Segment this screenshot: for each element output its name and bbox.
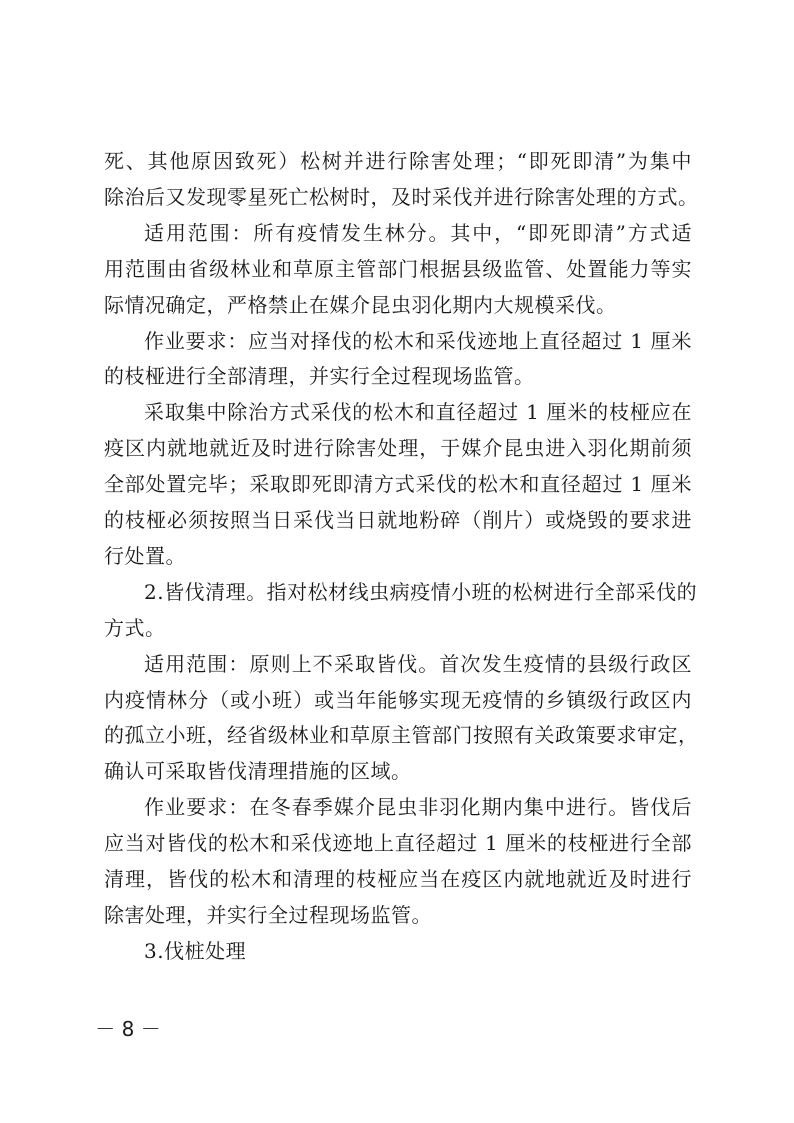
text-line: 际情况确定，严格禁止在媒介昆虫羽化期内大规模采伐。 <box>104 293 617 317</box>
text-line: 适用范围：所有疫情发生林分。其中，“即死即清”方式适 <box>144 221 692 245</box>
section-heading: 3.伐桩处理 <box>144 939 247 963</box>
text-line: 2.皆伐清理。指对松材线虫病疫情小班的松树进行全部采伐的 <box>144 580 698 604</box>
text-line: 用范围由省级林业和草原主管部门根据县级监管、处置能力等实 <box>104 257 692 281</box>
text-line: 作业要求：在冬春季媒介昆虫非羽化期内集中进行。皆伐后 <box>144 795 692 819</box>
text-line: 确认可采取皆伐清理措施的区域。 <box>104 759 412 783</box>
text-line: 内疫情林分（或小班）或当年能够实现无疫情的乡镇级行政区内 <box>104 688 692 712</box>
text-line: 死、其他原因致死）松树并进行除害处理；“即死即清”为集中 <box>104 149 692 173</box>
text-line: 采取集中除治方式采伐的松木和直径超过 1 厘米的枝桠应在 <box>144 400 692 424</box>
text-line: 行处置。 <box>104 544 186 568</box>
text-line: 除害处理，并实行全过程现场监管。 <box>104 903 432 927</box>
text-line: 应当对皆伐的松木和采伐迹地上直径超过 1 厘米的枝桠进行全部 <box>104 831 692 855</box>
text-line: 疫区内就地就近及时进行除害处理，于媒介昆虫进入羽化期前须 <box>104 436 692 460</box>
text-line: 方式。 <box>104 616 166 640</box>
text-line: 的枝桠必须按照当日采伐当日就地粉碎（削片）或烧毁的要求进 <box>104 508 692 532</box>
page-number: － 8 － <box>95 1017 161 1041</box>
text-line: 除治后又发现零星死亡松树时，及时采伐并进行除害处理的方式。 <box>104 185 699 209</box>
text-line: 全部处置完毕；采取即死即清方式采伐的松木和直径超过 1 厘米 <box>104 472 692 496</box>
text-line: 清理，皆伐的松木和清理的枝桠应当在疫区内就地就近及时进行 <box>104 867 692 891</box>
text-line: 适用范围：原则上不采取皆伐。首次发生疫情的县级行政区 <box>144 652 692 676</box>
text-line: 的孤立小班，经省级林业和草原主管部门按照有关政策要求审定， <box>104 723 699 747</box>
text-line: 的枝桠进行全部清理，并实行全过程现场监管。 <box>104 364 535 388</box>
text-line: 作业要求：应当对择伐的松木和采伐迹地上直径超过 1 厘米 <box>144 329 692 353</box>
